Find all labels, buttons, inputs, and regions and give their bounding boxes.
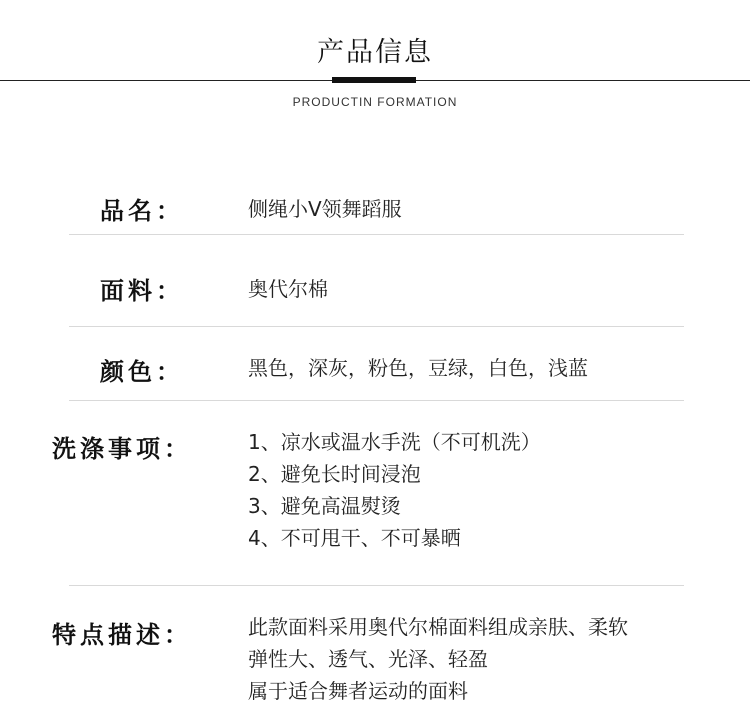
header-accent-bar	[332, 77, 416, 83]
header-subtitle: PRODUCTIN FORMATION	[292, 95, 458, 109]
washing-line: 1、凉水或温水手洗（不可机洗）	[248, 430, 541, 454]
divider	[69, 234, 684, 235]
product-name-value: 侧绳小V领舞蹈服	[248, 197, 402, 221]
washing-label: 洗涤事项：	[52, 435, 192, 463]
divider	[69, 326, 684, 327]
washing-line: 2、避免长时间浸泡	[248, 462, 421, 486]
color-label: 颜色：	[100, 358, 184, 386]
washing-line: 4、不可甩干、不可暴晒	[248, 526, 461, 550]
washing-instructions	[248, 426, 541, 554]
fabric-value: 奥代尔棉	[248, 277, 328, 301]
divider	[69, 400, 684, 401]
features-description	[248, 611, 628, 707]
fabric-label: 面料：	[100, 277, 184, 305]
product-name-label: 品名：	[100, 197, 184, 225]
features-line: 此款面料采用奥代尔棉面料组成亲肤、柔软	[248, 615, 628, 639]
features-line: 属于适合舞者运动的面料	[248, 679, 468, 703]
features-label: 特点描述：	[52, 621, 192, 649]
header-title: 产品信息	[317, 37, 433, 68]
divider	[69, 585, 684, 586]
features-line: 弹性大、透气、光泽、轻盈	[248, 647, 488, 671]
color-value: 黑色，深灰，粉色，豆绿，白色，浅蓝	[248, 356, 588, 380]
washing-line: 3、避免高温熨烫	[248, 494, 401, 518]
